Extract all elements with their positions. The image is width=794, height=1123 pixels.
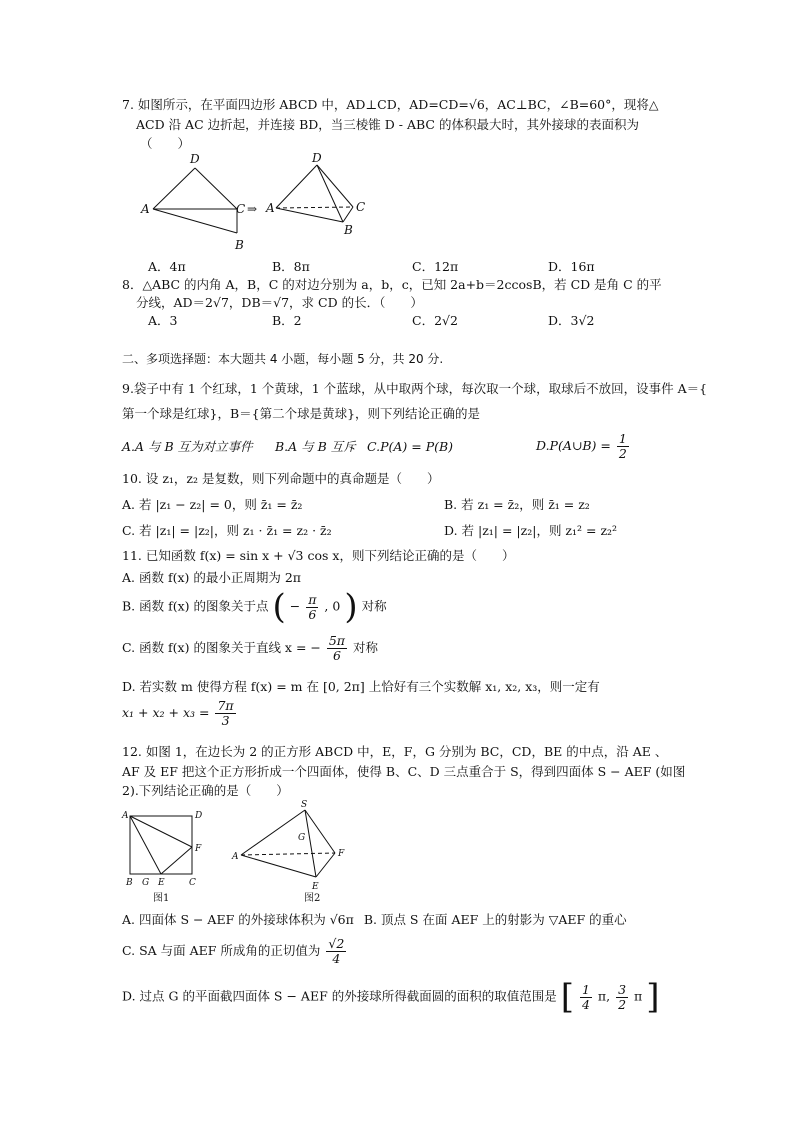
- q12-fig2-label-G: G: [298, 833, 306, 843]
- q12-option-d-fraction-1: [580, 983, 592, 1012]
- q12-fig1-label-A: A: [122, 811, 129, 821]
- q7-option-c: C．12π: [412, 259, 459, 274]
- q12-fig1-label-D: D: [195, 811, 203, 821]
- q11-option-c: [122, 634, 378, 663]
- q11-c-num: 5π: [328, 633, 346, 648]
- q7-fold-label-D: D: [312, 151, 322, 165]
- q12-option-a: [122, 912, 627, 928]
- q11-d-den: 3: [221, 713, 230, 728]
- q12-option-d-pre: D. 过点 G 的平面截四面体 S − AEF 的外接球所得截面圆的面积的取值范围是: [122, 988, 557, 1004]
- q9-frac-den: 2: [618, 446, 627, 461]
- q12-option-c: [122, 937, 348, 966]
- q8-option-b: B．2: [272, 313, 302, 328]
- q9-option-a: A.A 与 B 互为对立事件: [122, 439, 253, 454]
- q12-option-c-fraction: [326, 937, 346, 966]
- q12-fig1-label-C: C: [189, 878, 196, 888]
- q11-paren-right: ): [344, 587, 358, 627]
- q12-option-d-mid: π,: [597, 988, 611, 1004]
- q10-option-d: D. 若 |z₁| = |z₂|，则 z₁² = z₂²: [444, 523, 618, 538]
- q10-stem: 10. 设 z₁，z₂ 是复数，则下列命题中的真命题是（ ）: [122, 471, 440, 486]
- q12-option-d-end: π: [634, 988, 643, 1004]
- q12-fig2-label-A: A: [232, 852, 239, 862]
- q12-option-c-pre: C. SA 与面 AEF 所成角的正切值为: [122, 943, 321, 958]
- q7-option-a: A．4π: [148, 259, 186, 274]
- q9-option-d-fraction: [617, 432, 629, 461]
- q12-figure-1: [118, 805, 213, 905]
- q7-figure: [135, 148, 380, 258]
- q9-option-b: B.A 与 B 互斥: [275, 439, 356, 454]
- q12-option-d: [122, 977, 660, 1017]
- q9-line1: 9.袋子中有 1 个红球，1 个黄球，1 个蓝球，从中取两个球，每次取一个球，取球后不放回，设事件 A＝{: [122, 381, 708, 396]
- q12-d1-den: 4: [581, 996, 590, 1012]
- q11-option-a: A. 函数 f(x) 的最小正周期为 2π: [122, 570, 301, 585]
- q10-option-a: A. 若 |z₁ − z₂| = 0，则 z̄₁ = z̄₂: [122, 497, 303, 512]
- q12-fig2-label-E: E: [312, 882, 319, 892]
- section-heading: 二、多项选择题：本大题共 4 小题，每小题 5 分，共 20 分.: [122, 352, 444, 366]
- q11-d-num: 7π: [217, 698, 234, 713]
- q8-option-c: C．2√2: [412, 313, 458, 328]
- q11-option-b-pre: B. 函数 f(x) 的图象关于点: [122, 598, 269, 614]
- q7-label-C: C: [236, 202, 246, 216]
- q11-option-b: [122, 587, 387, 627]
- q12-d2-den: 2: [618, 996, 627, 1012]
- q10-option-c: C. 若 |z₁| = |z₂|，则 z₁ · z̄₁ = z₂ · z̄₂: [122, 523, 332, 538]
- q11-option-b-minus: −: [289, 598, 301, 614]
- q12-fig1-label-E: E: [158, 878, 165, 888]
- q8-option-d: D．3√2: [548, 313, 595, 328]
- q8-option-a: A．3: [148, 313, 178, 328]
- q10-option-b: B. 若 z₁ = z̄₂，则 z̄₁ = z₂: [444, 497, 590, 512]
- q11-option-d-fraction: [215, 699, 235, 728]
- q9-option-c: C.P(A) = P(B): [367, 439, 454, 454]
- q11-b-num: π: [308, 591, 317, 607]
- q7-fold-label-C: C: [356, 200, 366, 214]
- q12-fig2-label-F: F: [338, 849, 345, 859]
- q12-option-d-fraction-2: [616, 983, 628, 1012]
- q7-line3: （ ）: [140, 136, 191, 151]
- q7-label-A: A: [141, 202, 150, 216]
- q12-fig1-label-G: G: [142, 878, 150, 888]
- q12-bracket-right: ]: [646, 977, 660, 1017]
- q12-option-a-text: A. 四面体 S − AEF 的外接球体积为 √6π: [122, 912, 354, 927]
- q12-figure-2: [228, 795, 358, 905]
- q11-paren-left: (: [272, 587, 286, 627]
- q7-arrow: ⇒: [247, 202, 258, 216]
- q12-line2: AF 及 EF 把这个正方形折成一个四面体，使得 B、C、D 三点重合于 S，得到四面体 S − AEF (如图: [122, 764, 686, 779]
- q7-fold-label-B: B: [344, 223, 353, 237]
- q12-fig1-caption: 图1: [153, 893, 170, 904]
- q12-fig2-caption: 图2: [304, 893, 321, 904]
- q8-line2: 分线，AD＝2√7，DB＝√7，求 CD 的长．（ ）: [136, 295, 423, 310]
- q9-option-d-text: D.P(A∪B) =: [536, 438, 611, 453]
- q12-c-den: 4: [332, 951, 341, 966]
- q7-option-d: D．16π: [548, 259, 595, 274]
- q7-line1: 7. 如图所示，在平面四边形 ABCD 中，AD⊥CD，AD=CD=√6，AC⊥BC，∠B=60°，现将△: [122, 97, 659, 112]
- q8-line1: 8．△ABC 的内角 A，B，C 的对边分别为 a，b，c，已知 2a+b＝2ccosB，若 CD 是角 C 的平: [122, 277, 662, 292]
- q12-fig1-label-B: B: [126, 878, 133, 888]
- q9-line2: 第一个球是红球}，B＝{第二个球是黄球}，则下列结论正确的是: [122, 406, 481, 421]
- q11-stem: 11. 已知函数 f(x) = sin x + √3 cos x，则下列结论正确的是（ ）: [122, 548, 515, 563]
- q12-line3: 2).下列结论正确的是（ ）: [122, 783, 289, 798]
- q11-option-d-line1: D. 若实数 m 使得方程 f(x) = m 在 [0, 2π] 上恰好有三个实数解 x₁, x₂, x₃，则一定有: [122, 679, 600, 694]
- q11-option-b-post: 对称: [361, 598, 387, 614]
- q12-line1: 12. 如图 1，在边长为 2 的正方形 ABCD 中，E，F，G 分别为 BC，CD，BE 的中点，沿 AE 、: [122, 744, 668, 759]
- q11-option-b-fraction: [306, 593, 318, 622]
- q11-option-c-pre: C. 函数 f(x) 的图象关于直线 x = −: [122, 640, 321, 655]
- q12-fig2-label-S: S: [301, 800, 308, 810]
- q11-option-c-post: 对称: [353, 640, 379, 655]
- q12-d1-num: 1: [581, 981, 590, 997]
- q7-label-B: B: [235, 238, 244, 252]
- q11-option-d-pre: x₁ + x₂ + x₃ =: [122, 705, 210, 720]
- q12-c-num: √2: [328, 936, 345, 951]
- q7-label-D: D: [190, 152, 200, 166]
- q7-option-b: B．8π: [272, 259, 310, 274]
- q9-option-d: [536, 432, 631, 461]
- q9-frac-num: 1: [618, 431, 627, 446]
- q12-fig1-label-F: F: [195, 844, 202, 854]
- q11-option-c-fraction: [327, 634, 347, 663]
- q11-c-den: 6: [332, 648, 341, 663]
- q12-bracket-left: [: [560, 977, 574, 1017]
- q7-fold-label-A: A: [266, 201, 275, 215]
- q11-option-d-line2: [122, 699, 238, 728]
- q11-option-b-tail: , 0: [324, 598, 341, 614]
- q11-b-den: 6: [308, 606, 317, 622]
- q12-option-b-text: B. 顶点 S 在面 AEF 上的射影为 ▽AEF 的重心: [363, 912, 627, 927]
- q7-line2: ACD 沿 AC 边折起，并连接 BD，当三棱锥 D - ABC 的体积最大时，其外接球的表面积为: [136, 117, 639, 132]
- q12-d2-num: 3: [618, 981, 627, 997]
